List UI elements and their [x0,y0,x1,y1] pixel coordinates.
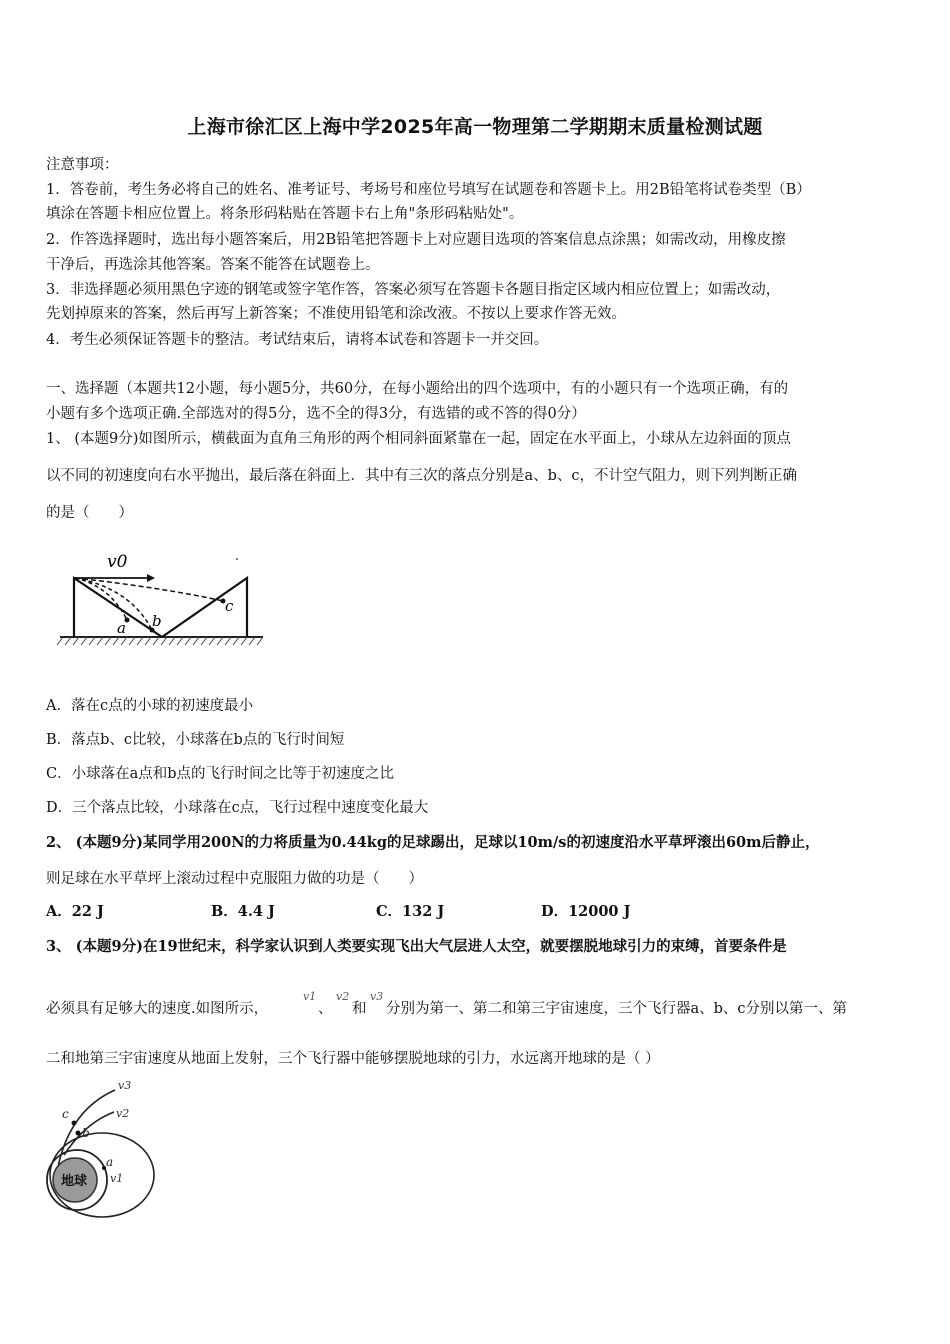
point-c-label: c [62,1107,69,1121]
notice-line: 3．非选择题必须用黑色字迹的钢笔或签字笔作答，答案必须写在答题卡各题目指定区域内相应位置上；如需改动， [46,282,781,298]
q1-incline-figure [55,548,270,653]
q2-option-d: D．12000 J [541,903,631,920]
q1-option-a: A．落在c点的小球的初速度最小 [46,698,254,714]
q2-option-c: C．132 J [376,903,445,920]
v3-symbol: v3 [370,990,384,1003]
point-a-label: a [106,1155,114,1169]
separator: 、 [318,1001,333,1017]
q1-stem: 1、 (本题9分)如图所示，横截面为直角三角形的两个相同斜面紧靠在一起，固定在水平面上，小球从左边斜面的顶点 [46,431,791,447]
point-b-label: b [82,1126,90,1140]
v2-label: v2 [116,1107,130,1120]
point-c-label: c [225,597,234,615]
q1-stem: 以不同的初速度向右水平抛出，最后落在斜面上．其中有三次的落点分别是a、b、c，不计空气阻力，则下列判断正确 [46,468,798,484]
q1-option-b: B．落点b、c比较，小球落在b点的飞行时间短 [46,732,345,748]
separator: 和 [352,1001,367,1017]
v1-symbol: v1 [303,990,317,1003]
v2-symbol: v2 [336,990,350,1003]
v3-label: v3 [118,1079,132,1092]
q2-stem: 2、 (本题9分)某同学用200N的力将质量为0.44kg的足球踢出，足球以10m/s的初速度沿水平草坪滚出60m后静止， [46,834,820,851]
earth-label: 地球 [61,1174,88,1189]
page-title: 上海市徐汇区上海中学2025年高一物理第二学期期末质量检测试题 [187,116,763,138]
q2-option-b: B．4.4 J [211,903,275,920]
point-b-label: b [152,612,162,630]
q2-stem: 则足球在水平草坪上滚动过程中克服阻力做的功是（ ） [46,871,423,887]
q1-option-d: D．三个落点比较，小球落在c点，飞行过程中速度变化最大 [46,800,429,816]
notice-line: 先划掉原来的答案，然后再写上新答案；不准使用铅笔和涂改液。不按以上要求作答无效。 [46,306,626,322]
q3-stem: 二和地第三宇宙速度从地面上发射，三个飞行器中能够摆脱地球的引力，水远离开地球的是（ ） [46,1051,660,1067]
notice-line: 1．答卷前，考生务必将自己的姓名、准考证号、考场号和座位号填写在试题卷和答题卡上。用2B铅笔将试卷类型（B） [46,182,811,198]
q1-stem: 的是（ ） [46,505,133,521]
q3-orbit-figure [40,1075,165,1225]
v1-label: v1 [110,1172,124,1185]
q3-stem: 3、 (本题9分)在19世纪末，科学家认识到人类要实现飞出大气层进人太空，就要摆脱地球引力的束缚，首要条件是 [46,938,787,955]
notice-line: 填涂在答题卡相应位置上。将条形码粘贴在答题卡右上角"条形码粘贴处"。 [46,206,524,222]
q2-option-a: A．22 J [46,903,104,920]
point-a-label: a [117,619,126,637]
section-heading: 一、选择题（本题共12小题，每小题5分，共60分，在每小题给出的四个选项中，有的小题只有一个选项正确，有的 [46,381,789,397]
notice-line: 干净后，再选涂其他答案。答案不能答在试题卷上。 [46,257,380,273]
q3-stem-part: 必须具有足够大的速度.如图所示， [46,1001,269,1017]
v0-label: v0 [107,552,128,572]
q3-stem-part: 分别为第一、第二和第三宇宙速度，三个飞行器a、b、c分别以第一、第 [386,1001,848,1017]
q1-option-c: C．小球落在a点和b点的飞行时间之比等于初速度之比 [46,766,395,782]
notice-heading: 注意事项： [46,157,119,173]
notice-line: 2．作答选择题时，选出每小题答案后，用2B铅笔把答题卡上对应题目选项的答案信息点涂黑；如需改动，用橡皮擦 [46,232,786,248]
section-heading-cont: 小题有多个选项正确.全部选对的得5分，选不全的得3分，有选错的或不答的得0分） [46,406,586,422]
notice-line: 4．考生必须保证答题卡的整洁。考试结束后，请将本试卷和答题卡一并交回。 [46,332,549,348]
